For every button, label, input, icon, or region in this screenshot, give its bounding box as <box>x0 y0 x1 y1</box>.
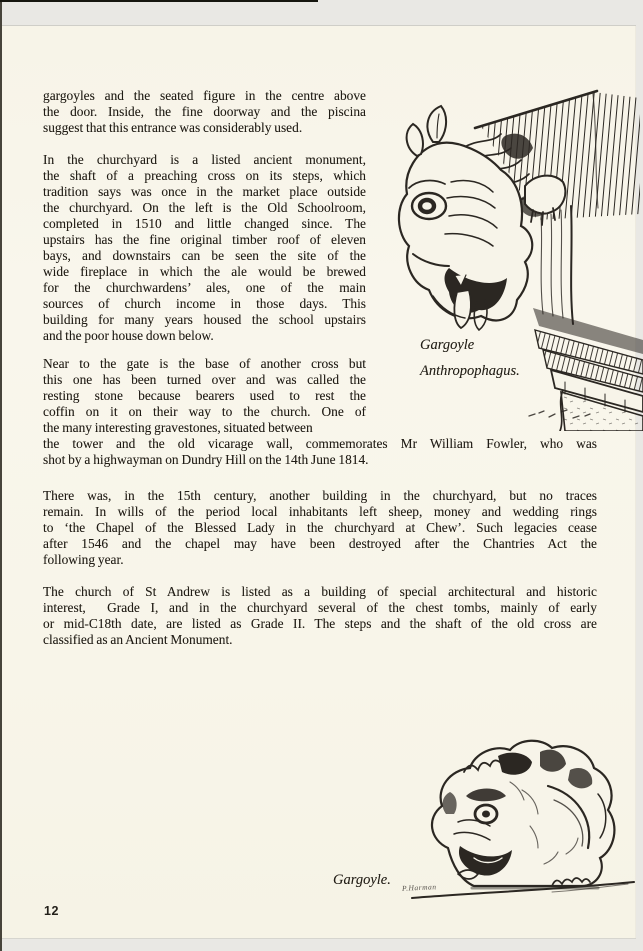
text-line: to ‘the Chapel of the Blessed Lady in the churchyard at Chew’. Such legacies cease <box>43 520 597 535</box>
gargoyle-illustration <box>402 730 640 908</box>
text-line: wide fireplace in which the ale would be brewed <box>43 264 366 279</box>
artist-signature: P.Harman <box>401 882 437 893</box>
text-line: shot by a highwayman on Dundry Hill on the 14th June 1814. <box>43 452 369 467</box>
text-line: remain. In wills of the period local inhabitants left sheep, money and wedding rings <box>43 504 597 519</box>
text-line: gargoyles and the seated figure in the centre above <box>43 88 366 103</box>
text-line: bays, and downstairs can be seen the site of the <box>43 248 366 263</box>
text-line: the churchyard. On the left is the Old Schoolroom, <box>43 200 366 215</box>
text-line: suggest that this entrance was considerably used. <box>43 120 303 135</box>
text-line: completed in 1510 and little changed since. The <box>43 216 366 231</box>
text-line: resting stone because bearers used to rest the <box>43 388 366 403</box>
paragraph <box>43 488 597 568</box>
text-line: following year. <box>43 552 124 567</box>
text-line: the tower and the old vicarage wall, commemorates Mr William Fowler, who was <box>43 436 597 451</box>
text-line: the shaft of a preaching cross on its steps, which <box>43 168 366 183</box>
text-line: building for many years housed the school upstairs <box>43 312 366 327</box>
text-line: the many interesting gravestones, situated between <box>43 420 313 435</box>
text-line: There was, in the 15th century, another building in the churchyard, but no traces <box>43 488 597 503</box>
text-line: upstairs has the fine original timber roof of eleven <box>43 232 366 247</box>
text-line: coffin on it on their way to the church. One of <box>43 404 366 419</box>
text-line: the door. Inside, the fine doorway and the piscina <box>43 104 366 119</box>
text-line: tradition says was once in the market place outside <box>43 184 366 199</box>
text-line: In the churchyard is a listed ancient monument, <box>43 152 366 167</box>
text-line: Near to the gate is the base of another cross but <box>43 356 366 371</box>
book-page <box>2 26 636 938</box>
text-line: this one has been turned over and was called the <box>43 372 366 387</box>
page-number: 12 <box>44 904 59 918</box>
text-line: or mid-C18th date, are listed as Grade II. The steps and the shaft of the old cross are <box>43 616 597 631</box>
text-line: classified as an Ancient Monument. <box>43 632 233 647</box>
paragraph <box>43 584 597 648</box>
text-line: for the churchwardens’ ales, one of the main <box>43 280 366 295</box>
caption-line-1: Gargoyle <box>420 337 475 353</box>
text-line: after 1546 and the chapel may have been destroyed after the Chantries Act the <box>43 536 597 551</box>
text-line: The church of St Andrew is listed as a building of special architectural and historic <box>43 584 597 599</box>
text-line: interest, Grade I, and in the churchyard several of the chest tombs, mainly of early <box>43 600 597 615</box>
bottom-caption: Gargoyle. <box>333 872 391 888</box>
top-caption <box>420 335 520 387</box>
caption-line-2: Anthropophagus. <box>420 363 520 379</box>
text-line: and the poor house down below. <box>43 328 214 343</box>
text-line: sources of church income in those days. This <box>43 296 366 311</box>
